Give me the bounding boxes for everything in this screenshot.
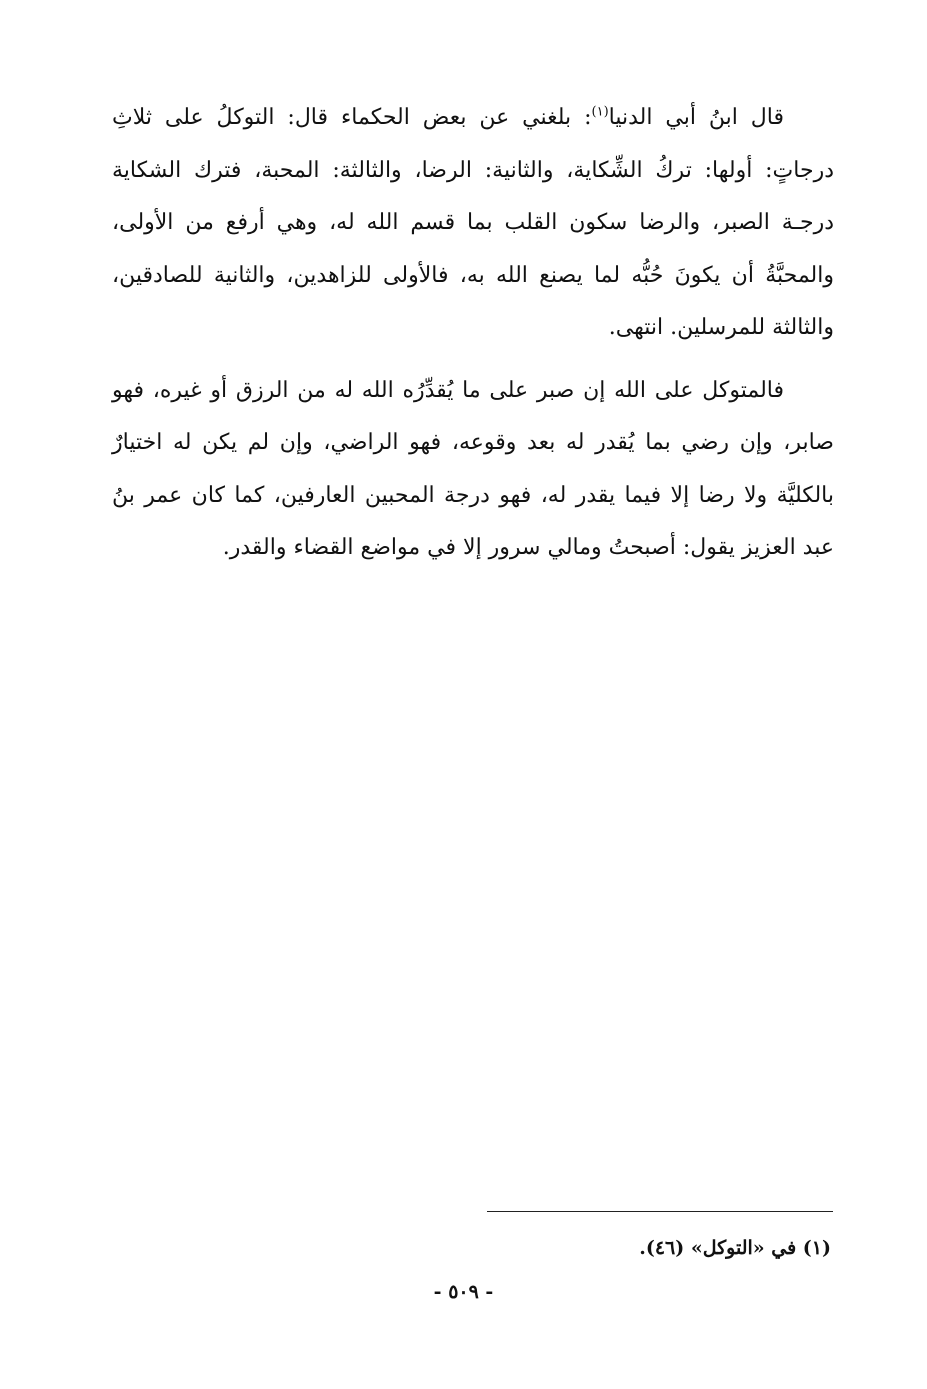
footnote-divider (487, 1211, 833, 1212)
paragraph-1-body: : بلغني عن بعض الحكماء قال: التوكلُ على ثلاثِ درجاتٍ: أولها: تركُ الشِّكاية، والثانية: الرضا، والثالثة: المحبة، فترك الشكاية درجـة الصبر، والرضا سكون القلب بما قسم الله له، وهي أرفع من الأولى، والمحبَّةُ أن يكونَ حُبُّه لما يصنع الله به، فالأولى للزاهدين، والثانية للصادقين، والثالثة للمرسلين. انتهى. (112, 105, 834, 340)
page-number: - ٥٠٩ - (433, 1281, 494, 1303)
paragraph-1 (112, 92, 834, 355)
paragraph-2: فالمتوكل على الله إن صبر على ما يُقدِّرُه الله له من الرزق أو غيره، فهو صابر، وإن رضي بما يُقدر له بعد وقوعه، فهو الراضي، وإن لم يكن له اختيارٌ بالكليَّة ولا رضا إلا فيما يقدر له، فهو درجة المحبين العارفين، كما كان عمر بنُ عبد العزيز يقول: أصبحتُ ومالي سرور إلا في مواضع القضاء والقدر. (112, 377, 834, 560)
main-text (112, 92, 834, 575)
paragraph-1-opening: قال ابنُ أبي الدنيا (608, 105, 784, 130)
footnote-reference: (١) (591, 104, 609, 120)
footnote: (١) في «التوكل» (٤٦). (639, 1237, 831, 1259)
